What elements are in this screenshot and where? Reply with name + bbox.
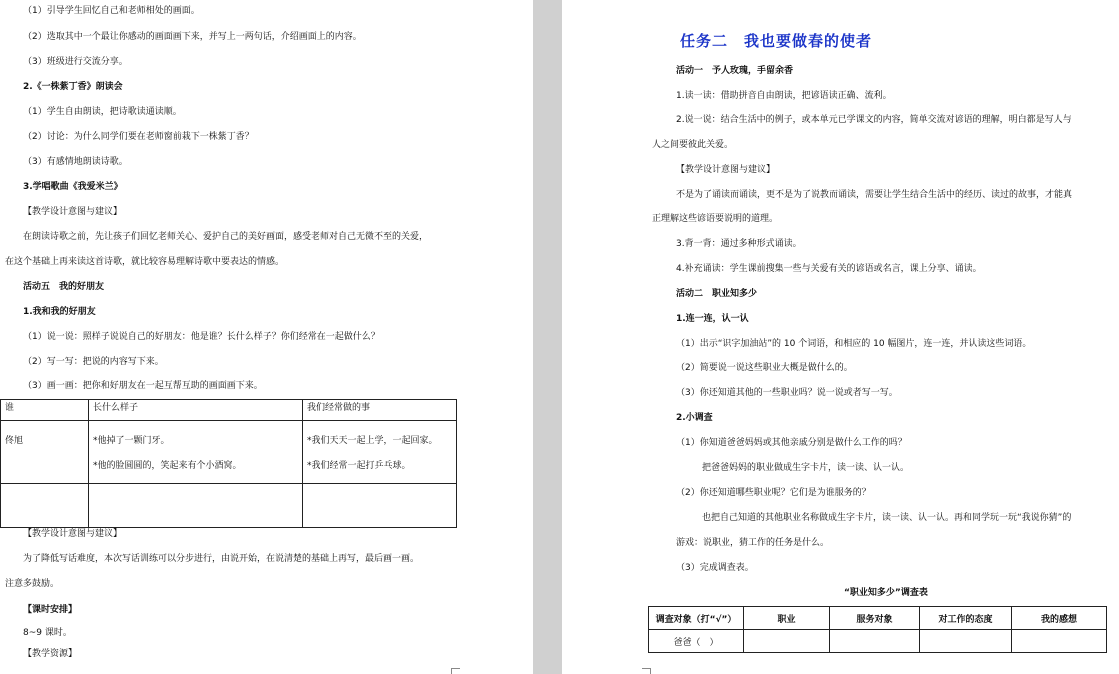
table-cell-who: 佟旭	[1, 421, 89, 484]
table-cell-line: *我们天天一起上学，一起回家。	[307, 436, 438, 446]
table-header-cell: 我的感想	[1012, 607, 1107, 630]
text-line: 8~9 课时。	[23, 628, 72, 638]
table-header-cell: 职业	[744, 607, 830, 630]
table-cell: 爸爸（ ）	[649, 630, 744, 653]
text-line: （3）完成调查表。	[676, 563, 754, 573]
page-gap	[533, 0, 562, 674]
right-page	[562, 0, 1119, 674]
text-line: （2）选取其中一个最让你感动的画面画下来，并写上一两句话，介绍画面上的内容。	[23, 32, 362, 42]
text-line: （3）有感情地朗读诗歌。	[23, 157, 128, 167]
text-line: （1）出示“识字加油站”的 10 个词语，和相应的 10 幅图片，连一连，并认读这些词语。	[676, 339, 1032, 349]
section-heading: 2.《一株紫丁香》朗读会	[23, 82, 123, 92]
text-line: 2.说一说：结合生活中的例子，或本单元已学课文的内容，简单交流对谚语的理解，明白都是写人与	[676, 115, 1072, 125]
table-header-cell: 调查对象（打“√”）	[649, 607, 744, 630]
activity-heading: 活动一 予人玫瑰，手留余香	[676, 66, 794, 76]
left-page	[0, 0, 533, 674]
text-line: 人之间要彼此关爱。	[652, 140, 734, 150]
text-line: （2）你还知道哪些职业呢？它们是为谁服务的？	[676, 488, 871, 498]
section-heading: 3.学唱歌曲《我爱米兰》	[23, 182, 123, 192]
table-cell-line: *我们经常一起打乒乓球。	[307, 461, 411, 471]
design-intent-heading: 【教学设计意图与建议】	[676, 165, 776, 175]
page-corner-mark	[451, 668, 460, 674]
resources-heading: 【教学资源】	[23, 649, 78, 659]
text-line: 把爸爸妈妈的职业做成生字卡片，读一读、认一认。	[702, 463, 910, 473]
text-line: （2）写一写：把说的内容写下来。	[23, 357, 164, 367]
text-line: （2）讨论：为什么同学们要在老师窗前栽下一株紫丁香？	[23, 132, 254, 142]
table-cell-activities	[303, 421, 457, 484]
text-line: 3.背一背：通过多种形式诵读。	[676, 239, 802, 249]
section-heading: 1.我和我的好朋友	[23, 307, 96, 317]
text-line: （1）你知道爸爸妈妈或其他亲戚分别是做什么工作的吗？	[676, 438, 907, 448]
table-cell-line: *他掉了一颗门牙。	[93, 436, 170, 446]
table-header-cell: 我们经常做的事	[303, 400, 457, 421]
survey-table-caption: “职业知多少”调查表	[844, 588, 928, 598]
schedule-heading: 【课时安排】	[23, 605, 78, 615]
text-line: （3）你还知道其他的一些职业吗？说一说或者写一写。	[676, 388, 898, 398]
text-line: 正理解这些谚语要说明的道理。	[652, 214, 779, 224]
page-corner-mark	[642, 668, 651, 674]
survey-table	[648, 606, 1107, 653]
table-header-row	[1, 400, 457, 421]
friend-table	[0, 399, 457, 528]
text-line: （3）画一画：把你和好朋友在一起互帮互助的画面画下来。	[23, 381, 263, 391]
text-line: 1.读一读：借助拼音自由朗读，把谚语读正确、流利。	[676, 91, 892, 101]
table-cell-looks	[89, 421, 303, 484]
table-header-cell: 对工作的态度	[920, 607, 1012, 630]
table-row	[1, 421, 457, 484]
table-header-cell: 长什么样子	[89, 400, 303, 421]
text-line: （1）说一说：照样子说说自己的好朋友：他是谁？长什么样子？你们经常在一起做什么？	[23, 332, 380, 342]
activity-heading: 活动五 我的好朋友	[23, 282, 105, 292]
text-line: 4.补充诵读：学生课前搜集一些与关爱有关的谚语或名言，课上分享、诵读。	[676, 264, 982, 274]
text-line: 在这个基础上再来读这首诗歌，就比较容易理解诗歌中要表达的情感。	[5, 257, 285, 267]
activity-heading: 活动二 职业知多少	[676, 289, 758, 299]
table-cell-line: *他的脸圆圆的，笑起来有个小酒窝。	[93, 461, 242, 471]
design-intent-heading: 【教学设计意图与建议】	[23, 207, 123, 217]
text-line: 注意多鼓励。	[5, 579, 60, 589]
task-title: 任务二 我也要做春的使者	[680, 32, 873, 50]
table-header-row	[649, 607, 1107, 630]
text-line: （1）引导学生回忆自己和老师相处的画面。	[23, 6, 200, 16]
text-line: 也把自己知道的其他职业名称做成生字卡片，读一读、认一认。再和同学玩一玩“我说你猜”的	[702, 513, 1072, 523]
table-header-cell: 谁	[1, 400, 89, 421]
section-heading: 2.小调查	[676, 413, 713, 423]
design-intent-heading: 【教学设计意图与建议】	[23, 529, 123, 539]
table-row-empty	[1, 484, 457, 528]
section-heading: 1.连一连，认一认	[676, 314, 749, 324]
text-line: （3）班级进行交流分享。	[23, 57, 128, 67]
text-line: 游戏：说职业，猜工作的任务是什么。	[676, 538, 830, 548]
table-row	[649, 630, 1107, 653]
text-line: 不是为了诵读而诵读，更不是为了说教而诵读，需要让学生结合生活中的经历、读过的故事，才能真	[676, 190, 1073, 200]
text-line: （1）学生自由朗读，把诗歌读通读顺。	[23, 107, 182, 117]
text-line: 为了降低写话难度，本次写话训练可以分步进行，由说开始，在说清楚的基础上再写，最后画一画。	[23, 554, 420, 564]
text-line: （2）简要说一说这些职业大概是做什么的。	[676, 363, 853, 373]
text-line: 在朗读诗歌之前，先让孩子们回忆老师关心、爱护自己的美好画面，感受老师对自己无微不至的关爱，	[23, 232, 429, 242]
table-header-cell: 服务对象	[830, 607, 920, 630]
